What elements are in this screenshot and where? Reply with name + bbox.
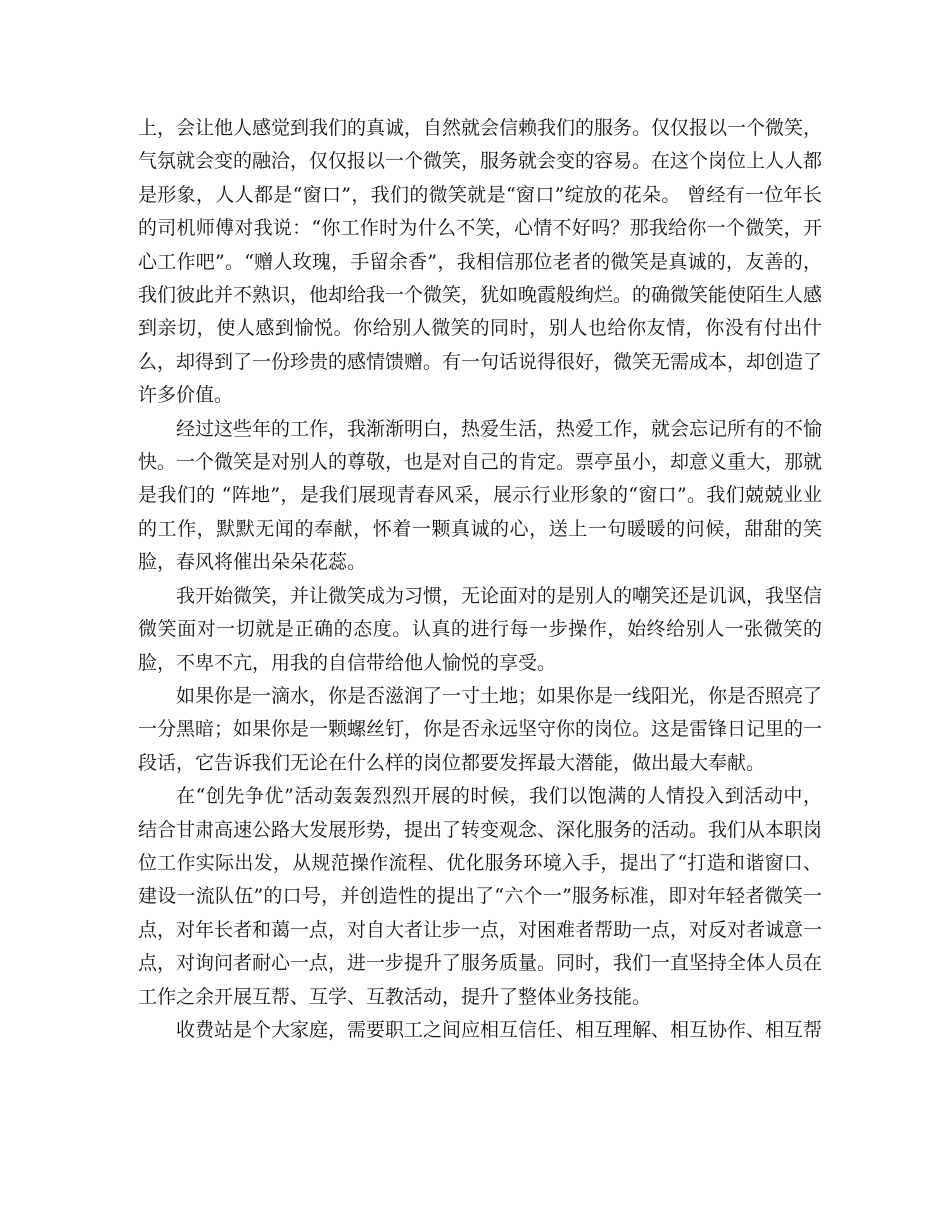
paragraph-3: 我开始微笑，并让微笑成为习惯，无论面对的是别人的嘲笑还是讥讽，我坚信微笑面对一切就是正确的态度。认真的进行每一步操作，始终给别人一张微笑的脸，不卑不亢，用我的自信带给他人愉悦的享受。 bbox=[138, 584, 823, 674]
paragraph-6: 收费站是个大家庭，需要职工之间应相互信任、相互理解、相互协作、相互帮 bbox=[176, 1018, 823, 1041]
paragraph-1: 上，会让他人感觉到我们的真诚，自然就会信赖我们的服务。仅仅报以一个微笑，气氛就会变的融洽，仅仅报以一个微笑，服务就会变的容易。在这个岗位上人人都是形象，人人都是“窗口”，我们的微笑就是“窗口”绽放的花朵。 曾经有一位年长的司机师傅对我说：“你工作时为什么不笑，心情不好吗？那我给你一个微笑，开心工作吧”。“赠人玫瑰，手留余香”，我相信那位老者的微笑是真诚的，友善的，我们彼此并不熟识，他却给我一个微笑，犹如晚霞般绚烂。的确微笑能使陌生人感到亲切，使人感到愉悦。你给别人微笑的同时，别人也给你友情，你没有付出什么，却得到了一份珍贵的感情馈赠。有一句话说得很好，微笑无需成本，却创造了许多价值。 bbox=[138, 117, 823, 407]
paragraph-4: 如果你是一滴水，你是否滋润了一寸土地；如果你是一线阳光，你是否照亮了一分黑暗；如果你是一颗螺丝钉，你是否永远坚守你的岗位。这是雷锋日记里的一段话，它告诉我们无论在什么样的岗位都要发挥最大潜能，做出最大奉献。 bbox=[138, 684, 823, 774]
document-page bbox=[138, 112, 822, 1047]
paragraph-5: 在“创先争优”活动轰轰烈烈开展的时候，我们以饱满的人情投入到活动中，结合甘肃高速公路大发展形势，提出了转变观念、深化服务的活动。我们从本职岗位工作实际出发，从规范操作流程、优化服务环境入手，提出了“打造和谐窗口、建设一流队伍”的口号，并创造性的提出了“六个一”服务标准，即对年轻者微笑一点，对年长者和蔼一点，对自大者让步一点，对困难者帮助一点，对反对者诚意一点，对询问者耐心一点，进一步提升了服务质量。同时，我们一直坚持全体人员在工作之余开展互帮、互学、互教活动，提升了整体业务技能。 bbox=[138, 785, 823, 1008]
paragraph-2: 经过这些年的工作，我渐渐明白，热爱生活，热爱工作，就会忘记所有的不愉快。一个微笑是对别人的尊敬，也是对自己的肯定。票亭虽小，却意义重大，那就是我们的 “阵地”，是我们展现青春风采，展示行业形象的“窗口”。我们兢兢业业的工作，默默无闻的奉献，怀着一颗真诚的心，送上一句暖暖的问候，甜甜的笑脸，春风将催出朵朵花蕊。 bbox=[138, 417, 823, 574]
